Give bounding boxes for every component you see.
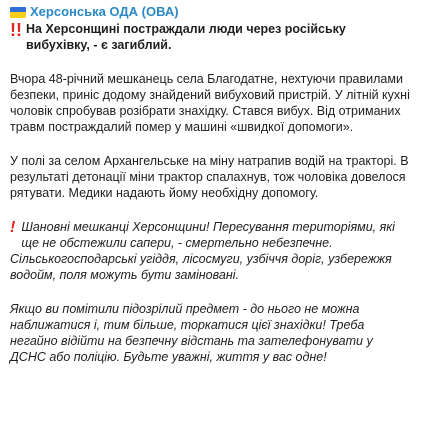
paragraph-1: Вчора 48-річний мешканець села Благодатне, нехтуючи правилами безпеки, приніс додому знайдений вибуховий пристрій. У літній кухні чоловік спробував розібрати знахідку. Стався вибух. Від отриманих травм постраждалий помер у машині «швидкої допомоги». (10, 72, 410, 134)
exclamation-icon: ! (10, 219, 16, 236)
channel-header[interactable] (10, 4, 412, 20)
paragraph-2: У полі за селом Архангельське на міну натрапив водій на тракторі. В результаті детонації міни трактор спалахнув, тож чоловіка довелося рятувати. Медики надають йому необхідну допомогу. (10, 154, 409, 200)
double-exclamation-icon: !! (10, 20, 22, 40)
warning-block (10, 219, 412, 283)
warning-line-2: Сільськогосподарські угіддя, лісосмуги, узбіччя доріг, узбережжя водойм, поля можуть бути заміновані. (10, 252, 392, 282)
ukraine-flag-icon (10, 7, 26, 18)
headline-text: На Херсонщині постраждали люди через російську вибухівку, - є загиблий. (26, 22, 346, 52)
advice-text: Якщо ви помітили підозрілий предмет - до нього не можна наближатися і, тим більше, торкатися цієї знахідки! Треба негайно відійти на безпечну відстань та зателефонувати у ДСНС або поліцію. Будьте уважні, життя у вас одне! (10, 302, 373, 364)
channel-name[interactable]: Херсонська ОДА (ОВА) (30, 4, 179, 19)
post-headline (10, 21, 412, 53)
warning-line-1: Шановні мешканці Херсонщини! Пересування територіями, які ще не обстежили сапери, - смертельно небезпечне. (21, 220, 395, 250)
